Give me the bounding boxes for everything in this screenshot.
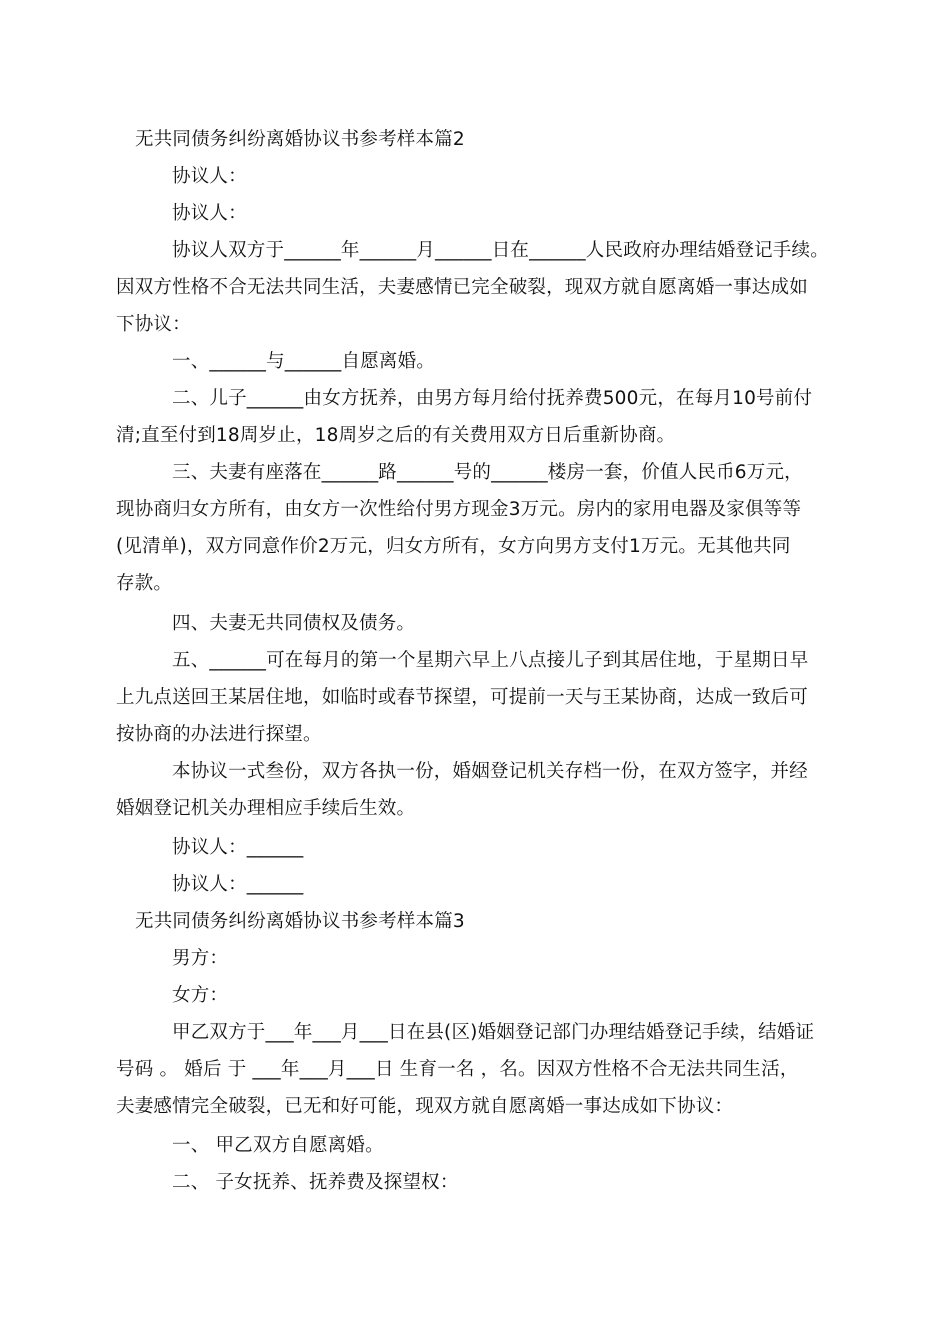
clause-line: 一、 甲乙双方自愿离婚。	[172, 1135, 384, 1156]
paragraph-line: 因双方性格不合无法共同生活，夫妻感情已完全破裂，现双方就自愿离婚一事达成如	[116, 277, 808, 298]
clause-line: 四、夫妻无共同债权及债务。	[172, 613, 416, 634]
paragraph-line: 清;直至付到18周岁止，18周岁之后的有关费用双方日后重新协商。	[116, 425, 676, 446]
clause-line: 一、______与______自愿离婚。	[172, 351, 436, 372]
signature-line: 协议人：______	[172, 837, 304, 858]
paragraph-line: 上九点送回王某居住地，如临时或春节探望，可提前一天与王某协商，达成一致后可	[116, 687, 808, 708]
paragraph-line: 存款。	[116, 573, 173, 594]
clause-line: 五、______可在每月的第一个星期六早上八点接儿子到其居住地，于星期日早	[172, 650, 809, 671]
clause-line: 二、儿子______由女方抚养，由男方每月给付抚养费500元，在每月10号前付	[172, 388, 813, 409]
section-title-3: 无共同债务纠纷离婚协议书参考样本篇3	[135, 911, 465, 932]
paragraph-line: 按协商的办法进行探望。	[116, 724, 322, 745]
paragraph-line: 夫妻感情完全破裂，已无和好可能，现双方就自愿离婚一事达成如下协议：	[116, 1096, 734, 1117]
clause-line: 二、 子女抚养、抚养费及探望权：	[172, 1172, 459, 1193]
section-title-2: 无共同债务纠纷离婚协议书参考样本篇2	[135, 129, 465, 150]
signature-line: 协议人：______	[172, 874, 304, 895]
clause-line: 三、夫妻有座落在______路______号的______楼房一套，价值人民币6万元，	[172, 462, 803, 483]
paragraph-line: 甲乙双方于___年___月___日在县(区)婚姻登记部门办理结婚登记手续，结婚证	[172, 1022, 815, 1043]
party-line: 协议人：	[172, 203, 247, 224]
paragraph-line: 本协议一式叁份，双方各执一份，婚姻登记机关存档一份，在双方签字，并经	[172, 761, 808, 782]
party-line: 女方：	[172, 985, 229, 1006]
party-line: 协议人：	[172, 166, 247, 187]
paragraph-line: 现协商归女方所有，由女方一次性给付男方现金3万元。房内的家用电器及家俱等等	[116, 499, 802, 520]
paragraph-line: (见清单)，双方同意作价2万元，归女方所有，女方向男方支付1万元。无其他共同	[116, 536, 791, 557]
paragraph-line: 婚姻登记机关办理相应手续后生效。	[116, 798, 416, 819]
paragraph-line: 下协议：	[116, 314, 191, 335]
paragraph-line: 号码 。 婚后 于 ___年___月___日 生育一名 ，名。因双方性格不合无法共同生活，	[116, 1059, 799, 1080]
party-line: 男方：	[172, 948, 229, 969]
paragraph-line: 协议人双方于______年______月______日在______人民政府办理结婚登记手续。	[172, 240, 829, 261]
